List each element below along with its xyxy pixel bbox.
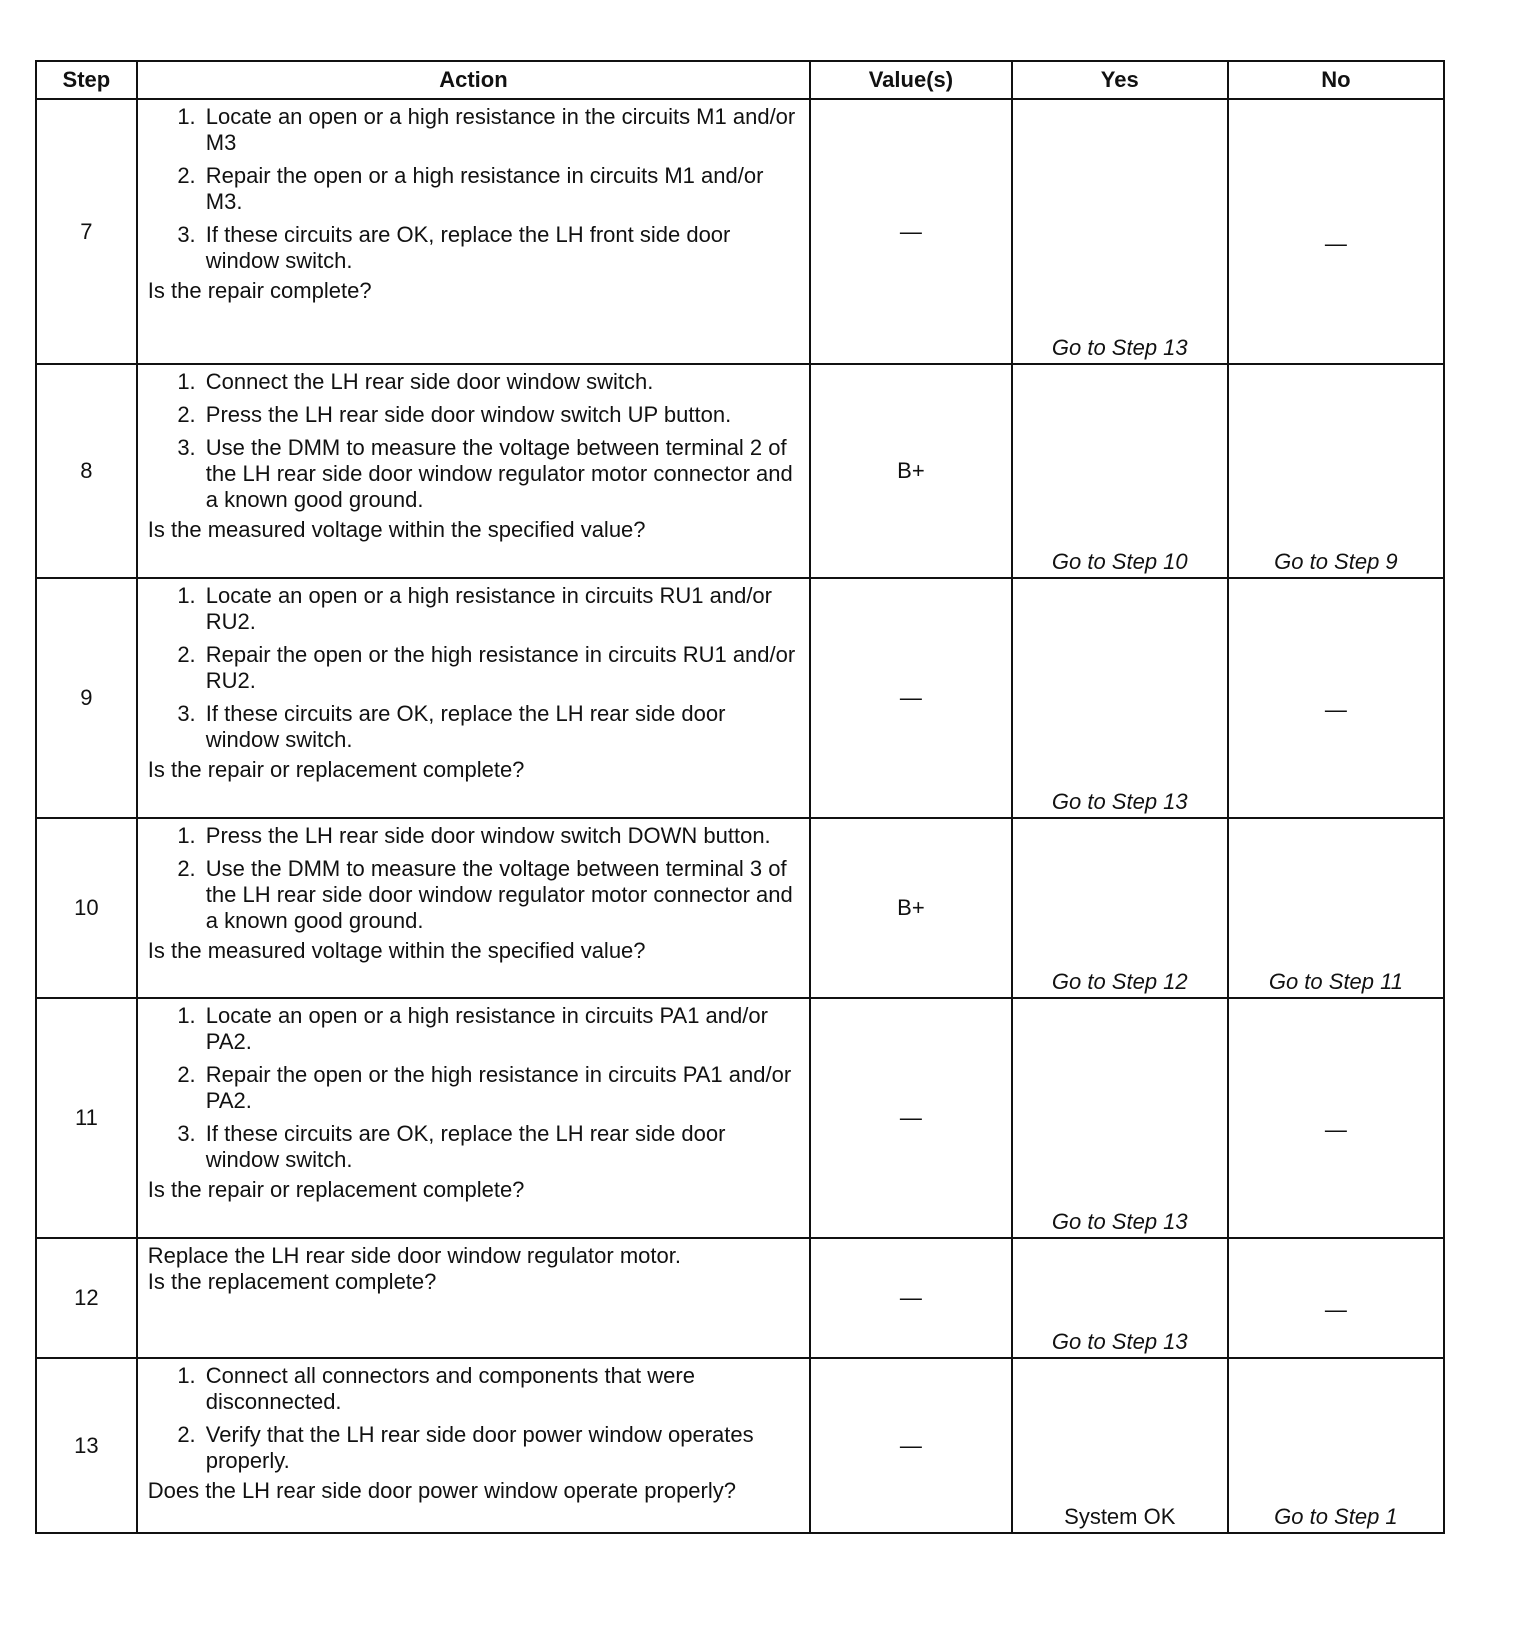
table-row xyxy=(36,578,1444,818)
step-number: 7 xyxy=(36,99,137,364)
yes-cell xyxy=(1012,578,1228,818)
no-outcome: Go to Step 1 xyxy=(1274,1504,1398,1529)
step-number: 11 xyxy=(36,998,137,1238)
action-text: Replace the LH rear side door window regulator motor. xyxy=(147,1243,681,1268)
action-item: 3. If these circuits are OK, replace the LH rear side door window switch. xyxy=(202,701,801,753)
yes-cell xyxy=(1012,364,1228,578)
header-step: Step xyxy=(36,61,137,99)
action-question: Is the repair or replacement complete? xyxy=(147,757,525,782)
action-question: Is the repair or replacement complete? xyxy=(147,1177,525,1202)
yes-cell xyxy=(1012,1238,1228,1358)
action-cell xyxy=(137,998,810,1238)
action-item: 2. Verify that the LH rear side door power window operates properly. xyxy=(202,1422,801,1474)
yes-outcome: Go to Step 10 xyxy=(1051,549,1188,574)
value-cell: B+ xyxy=(810,818,1012,998)
diagnostic-table xyxy=(35,60,1445,1534)
action-cell xyxy=(137,1358,810,1533)
yes-cell xyxy=(1012,1358,1228,1533)
step-number: 13 xyxy=(36,1358,137,1533)
action-cell xyxy=(137,1238,810,1358)
action-cell xyxy=(137,364,810,578)
action-list xyxy=(148,823,801,938)
yes-outcome: Go to Step 12 xyxy=(1051,969,1188,994)
action-cell xyxy=(137,99,810,364)
value-cell: B+ xyxy=(810,364,1012,578)
no-cell xyxy=(1228,998,1444,1238)
no-outcome: — xyxy=(1324,1297,1347,1322)
action-question: Does the LH rear side door power window operate properly? xyxy=(147,1478,736,1503)
no-outcome: Go to Step 11 xyxy=(1268,969,1403,994)
action-item: 1. Connect the LH rear side door window switch. xyxy=(202,369,801,395)
no-outcome: — xyxy=(1324,697,1347,722)
yes-outcome: Go to Step 13 xyxy=(1051,1209,1188,1234)
action-list xyxy=(148,104,801,278)
table-row xyxy=(36,1238,1444,1358)
header-no: No xyxy=(1228,61,1444,99)
no-outcome: — xyxy=(1324,1117,1347,1142)
step-number: 8 xyxy=(36,364,137,578)
value-cell: — xyxy=(810,99,1012,364)
value-cell: — xyxy=(810,998,1012,1238)
action-question: Is the measured voltage within the specified value? xyxy=(147,517,646,542)
table-row xyxy=(36,99,1444,364)
action-list xyxy=(148,1003,801,1177)
yes-outcome: System OK xyxy=(1064,1504,1176,1529)
action-item: 1. Press the LH rear side door window switch DOWN button. xyxy=(202,823,801,849)
action-list xyxy=(148,1363,801,1478)
no-cell xyxy=(1228,99,1444,364)
table-row xyxy=(36,998,1444,1238)
action-cell xyxy=(137,578,810,818)
action-cell xyxy=(137,818,810,998)
action-item: 3. Use the DMM to measure the voltage between terminal 2 of the LH rear side door window regulator motor connector and a known good ground. xyxy=(202,435,801,513)
action-item: 2. Repair the open or the high resistance in circuits PA1 and/or PA2. xyxy=(202,1062,801,1114)
no-outcome: Go to Step 9 xyxy=(1274,549,1398,574)
value-cell: — xyxy=(810,1238,1012,1358)
value-cell: — xyxy=(810,578,1012,818)
diagnostic-table-sheet xyxy=(35,60,1445,1534)
no-cell xyxy=(1228,578,1444,818)
table-row xyxy=(36,364,1444,578)
action-item: 3. If these circuits are OK, replace the LH rear side door window switch. xyxy=(202,1121,801,1173)
action-list xyxy=(148,583,801,757)
value-cell: — xyxy=(810,1358,1012,1533)
action-item: 1. Connect all connectors and components that were disconnected. xyxy=(202,1363,801,1415)
action-item: 2. Repair the open or a high resistance in circuits M1 and/or M3. xyxy=(202,163,801,215)
action-item: 2. Press the LH rear side door window switch UP button. xyxy=(202,402,801,428)
table-row xyxy=(36,1358,1444,1533)
action-item: 2. Repair the open or the high resistance in circuits RU1 and/or RU2. xyxy=(202,642,801,694)
step-number: 10 xyxy=(36,818,137,998)
no-cell xyxy=(1228,1358,1444,1533)
yes-cell xyxy=(1012,818,1228,998)
step-number: 12 xyxy=(36,1238,137,1358)
yes-cell xyxy=(1012,99,1228,364)
yes-cell xyxy=(1012,998,1228,1238)
no-outcome: — xyxy=(1324,230,1347,256)
action-item: 2. Use the DMM to measure the voltage between terminal 3 of the LH rear side door window regulator motor connector and a known good ground. xyxy=(202,856,801,934)
header-values: Value(s) xyxy=(810,61,1012,99)
yes-outcome: Go to Step 13 xyxy=(1051,789,1188,814)
no-cell xyxy=(1228,1238,1444,1358)
action-item: 1. Locate an open or a high resistance in circuits PA1 and/or PA2. xyxy=(202,1003,801,1055)
action-item: 1. Locate an open or a high resistance in the circuits M1 and/or M3 xyxy=(202,104,801,156)
header-row xyxy=(36,61,1444,99)
yes-outcome: Go to Step 13 xyxy=(1051,1329,1188,1354)
action-list xyxy=(148,369,801,517)
no-cell xyxy=(1228,364,1444,578)
no-cell xyxy=(1228,818,1444,998)
action-question: Is the repair complete? xyxy=(147,278,372,303)
action-question: Is the measured voltage within the specified value? xyxy=(147,938,646,963)
action-question: Is the replacement complete? xyxy=(147,1269,437,1294)
action-item: 1. Locate an open or a high resistance in circuits RU1 and/or RU2. xyxy=(202,583,801,635)
step-number: 9 xyxy=(36,578,137,818)
yes-outcome: Go to Step 13 xyxy=(1051,335,1188,360)
action-item: 3. If these circuits are OK, replace the LH front side door window switch. xyxy=(202,222,801,274)
header-yes: Yes xyxy=(1012,61,1228,99)
table-row xyxy=(36,818,1444,998)
header-action: Action xyxy=(137,61,810,99)
